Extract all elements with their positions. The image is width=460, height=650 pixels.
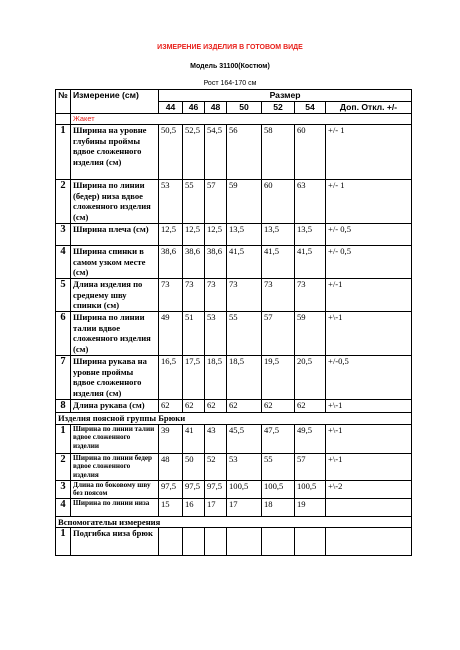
value-cell: 73 [227,279,262,312]
table-row [56,224,412,246]
table-row [56,356,412,400]
value-cell: 13,5 [227,224,262,246]
table-row [56,424,412,453]
table-row [56,453,412,480]
table-row [56,498,412,516]
value-cell: 62 [295,400,326,413]
row-label: Подгибка низа брюк [71,528,159,556]
table-row [56,279,412,312]
value-cell: 41,5 [295,246,326,279]
table-row [56,312,412,356]
value-cell: 100,5 [295,480,326,498]
value-cell: 41 [183,424,205,453]
tolerance-cell [326,498,412,516]
value-cell: 12,5 [205,224,227,246]
value-cell: 17 [227,498,262,516]
row-number: 4 [56,246,71,279]
value-cell: 62 [183,400,205,413]
row-number: 7 [56,356,71,400]
value-cell: 51 [183,312,205,356]
tolerance-cell: +/- 1 [326,180,412,224]
value-cell: 73 [159,279,183,312]
tolerance-cell: +\-1 [326,400,412,413]
value-cell: 100,5 [262,480,295,498]
size-48: 48 [205,101,227,113]
value-cell: 18,5 [205,356,227,400]
jacket-section-title: Жакет [71,113,412,125]
value-cell: 15 [159,498,183,516]
value-cell: 18 [262,498,295,516]
model-name: Модель 31100(Костюм) [190,63,270,70]
value-cell: 73 [183,279,205,312]
value-cell: 53 [227,453,262,480]
value-cell: 48 [159,453,183,480]
value-cell: 50,5 [159,125,183,180]
value-cell: 59 [295,312,326,356]
value-cell: 20,5 [295,356,326,400]
value-cell: 97,5 [205,480,227,498]
tolerance-cell: +\-1 [326,424,412,453]
value-cell: 13,5 [262,224,295,246]
row-label: Ширина плеча (см) [71,224,159,246]
value-cell: 97,5 [159,480,183,498]
row-label: Длина по боковому шву без поясом [71,480,159,498]
value-cell: 43 [205,424,227,453]
row-number: 3 [56,480,71,498]
value-cell: 100,5 [227,480,262,498]
row-label: Ширина рукава на уровне проймы вдвое сложенного изделия (см) [71,356,159,400]
size-46: 46 [183,101,205,113]
size-44: 44 [159,101,183,113]
row-label: Длина изделия по среднему шву спинки (см) [71,279,159,312]
value-cell: 45,5 [227,424,262,453]
value-cell: 55 [183,180,205,224]
value-cell: 73 [295,279,326,312]
tolerance-cell: +/-1 [326,279,412,312]
value-cell: 13,5 [295,224,326,246]
row-label: Ширина по линии талии вдвое сложенного изделии [71,424,159,453]
table-row [56,180,412,224]
value-cell: 53 [205,312,227,356]
row-number: 2 [56,453,71,480]
value-cell [205,528,227,556]
section-spacer [56,113,71,125]
value-cell: 49 [159,312,183,356]
value-cell [183,528,205,556]
table-row [56,528,412,556]
value-cell: 50 [183,453,205,480]
value-cell [262,528,295,556]
value-cell: 57 [295,453,326,480]
value-cell: 38,6 [205,246,227,279]
value-cell: 58 [262,125,295,180]
value-cell: 97,5 [183,480,205,498]
value-cell: 62 [205,400,227,413]
row-number: 5 [56,279,71,312]
tolerance-cell: +\-1 [326,312,412,356]
value-cell [295,528,326,556]
value-cell: 59 [227,180,262,224]
value-cell: 38,6 [183,246,205,279]
value-cell: 52,5 [183,125,205,180]
row-number: 8 [56,400,71,413]
value-cell: 41,5 [262,246,295,279]
height-range: Рост 164-170 см [203,80,257,87]
value-cell: 73 [262,279,295,312]
tolerance-cell: +\-1 [326,453,412,480]
value-cell: 38,6 [159,246,183,279]
value-cell: 12,5 [159,224,183,246]
value-cell: 73 [205,279,227,312]
header-measurement: Измерение (см) [71,90,159,114]
value-cell: 57 [205,180,227,224]
size-50: 50 [227,101,262,113]
measurement-table [55,89,412,556]
value-cell: 41,5 [227,246,262,279]
jacket-section-row [56,113,412,125]
row-label: Ширина по линии низа [71,498,159,516]
value-cell: 19 [295,498,326,516]
value-cell: 47,5 [262,424,295,453]
row-number: 1 [56,424,71,453]
tolerance-cell: +/- 0,5 [326,224,412,246]
aux-section-title: Вспомогательн измерения [56,516,412,528]
row-label: Ширина по линии бедер вдвое сложенного изделия [71,453,159,480]
value-cell [159,528,183,556]
header-number: № [56,90,71,114]
value-cell: 62 [262,400,295,413]
tolerance-cell: +/- 0,5 [326,246,412,279]
value-cell: 54,5 [205,125,227,180]
row-label: Ширина спинки в самом узком месте (см) [71,246,159,279]
row-label: Ширина на уровне глубины проймы вдвое сложенного изделия (см) [71,125,159,180]
trousers-section-title: Изделия поясной группы Брюки [56,413,412,425]
table-row [56,125,412,180]
value-cell: 63 [295,180,326,224]
value-cell: 39 [159,424,183,453]
row-number: 1 [56,528,71,556]
document-title: ИЗМЕРЕНИЕ ИЗДЕЛИЯ В ГОТОВОМ ВИДЕ [157,44,303,51]
table-row [56,400,412,413]
value-cell: 53 [159,180,183,224]
value-cell: 19,5 [262,356,295,400]
tolerance-cell: +\-2 [326,480,412,498]
value-cell: 55 [262,453,295,480]
value-cell: 49,5 [295,424,326,453]
value-cell: 52 [205,453,227,480]
value-cell [227,528,262,556]
tolerance-cell: +/-0,5 [326,356,412,400]
row-number: 4 [56,498,71,516]
row-number: 2 [56,180,71,224]
aux-section-row [56,516,412,528]
row-number: 1 [56,125,71,180]
value-cell: 16,5 [159,356,183,400]
value-cell: 18,5 [227,356,262,400]
table-row [56,246,412,279]
tolerance-cell [326,528,412,556]
trousers-section-row [56,413,412,425]
row-label: Длина рукава (см) [71,400,159,413]
value-cell: 16 [183,498,205,516]
value-cell: 17 [205,498,227,516]
value-cell: 60 [262,180,295,224]
row-label: Ширина по линии (бедер) низа вдвое сложенного изделия (см) [71,180,159,224]
tolerance-cell: +/- 1 [326,125,412,180]
value-cell: 17,5 [183,356,205,400]
value-cell: 60 [295,125,326,180]
header-tolerance: Доп. Откл. +/- [326,101,412,113]
value-cell: 12,5 [183,224,205,246]
header-size: Размер [159,90,412,102]
value-cell: 55 [227,312,262,356]
size-52: 52 [262,101,295,113]
value-cell: 57 [262,312,295,356]
value-cell: 62 [159,400,183,413]
row-number: 3 [56,224,71,246]
table-row [56,480,412,498]
row-label: Ширина по линии талии вдвое сложенного изделия (см) [71,312,159,356]
value-cell: 56 [227,125,262,180]
size-54: 54 [295,101,326,113]
value-cell: 62 [227,400,262,413]
row-number: 6 [56,312,71,356]
